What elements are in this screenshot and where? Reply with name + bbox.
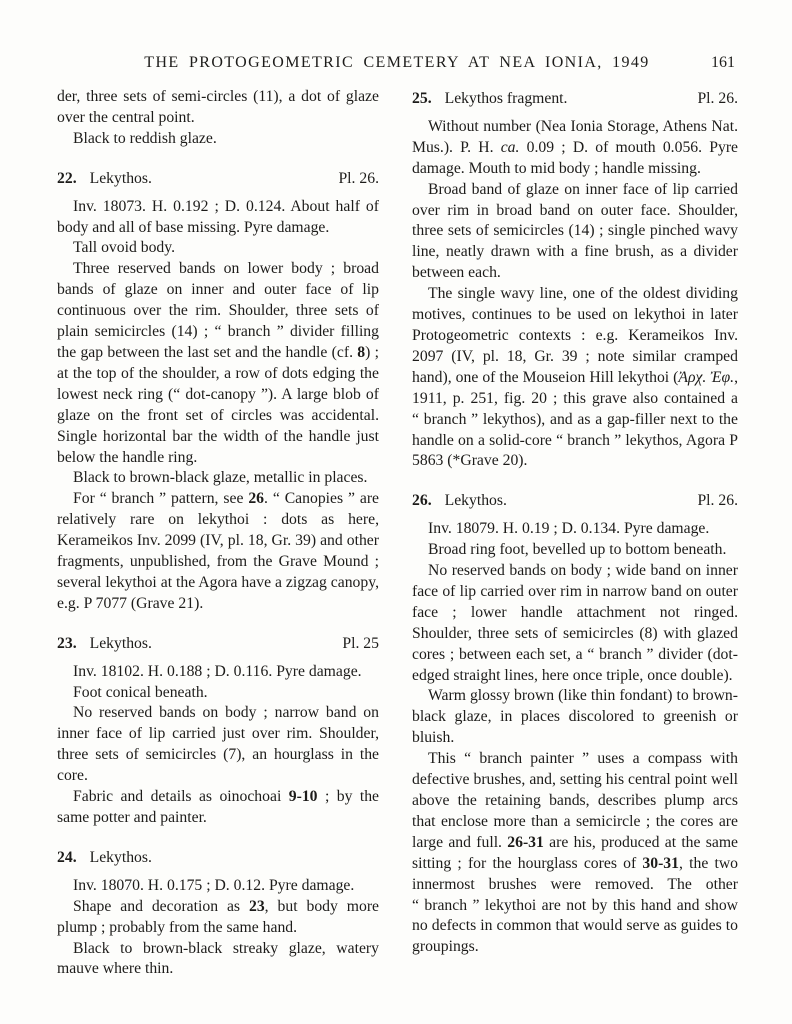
entry-title: Lekythos. — [89, 848, 152, 866]
text-run: der, three sets of semi-circles (11), a dot of glaze over the central point. — [57, 88, 379, 126]
text-run: Inv. 18073. H. 0.192 ; D. 0.124. About half of body and all of base missing. Pyre damage. — [57, 197, 379, 236]
text-run: Foot conical beneath. — [73, 683, 208, 701]
text-run: Shape and decoration as — [73, 897, 249, 915]
text-run: The single wavy line, one of the oldest dividing motives, continues to be used on lekythoi in later Protogeometric contexts : e.g. Kerameikos Inv. 2097 (IV, pl. 18, Gr. 39 ; note similar cramped hand), one of the Mouseion Hill lekythoi ( — [412, 285, 738, 386]
text-run: Warm glossy brown (like thin fondant) to brown-black glaze, in places discolored to greenish or bluish. — [412, 687, 738, 747]
bold-run: 26 — [248, 490, 265, 508]
text-run: Inv. 18102. H. 0.188 ; D. 0.116. Pyre damage. — [73, 662, 362, 680]
text-run: , but body more plump ; probably from the same hand. — [57, 897, 380, 936]
paragraph — [412, 749, 738, 958]
text-run: Black to brown-black streaky glaze, watery mauve where thin. — [57, 939, 379, 978]
page-header — [57, 54, 737, 76]
bold-run: 30-31 — [642, 854, 679, 872]
text-run: This “ branch painter ” uses a compass with defective brushes, and, setting his central point well above the retaining bands, describes plump arcs that enclose more than a semicircle ; the cores are large and full. — [412, 750, 738, 851]
plate-reference: Pl. 26. — [697, 90, 738, 107]
entry-26 — [412, 491, 738, 958]
italic-run: ca. — [500, 138, 520, 156]
entry-25 — [412, 89, 738, 472]
paragraph — [57, 468, 379, 489]
text-run: Without number (Nea Ionia Storage, Athens Nat. Mus.). P. H. — [412, 117, 738, 156]
entry-title: Lekythos. — [89, 634, 152, 652]
paragraph — [57, 876, 379, 897]
paragraph — [412, 540, 738, 561]
entry-number: 23. — [57, 634, 77, 652]
left-column — [57, 87, 379, 980]
plate-reference: Pl. 25 — [342, 634, 379, 652]
paragraph — [57, 259, 379, 468]
text-run: Three reserved bands on lower body ; broad bands of glaze on inner and outer face of lip continuous over the rim. Shoulder, three sets of plain semicircles (14) ; “ branch ” divider filling the gap between the last set and the handle (cf. — [57, 260, 379, 361]
entry-23 — [57, 634, 379, 829]
entry-heading — [57, 634, 379, 655]
paragraph — [57, 197, 379, 239]
paragraph — [57, 238, 379, 259]
paragraph — [412, 180, 738, 285]
paragraph — [57, 897, 379, 939]
italic-run: Ἀρχ. Ἐφ. — [678, 368, 735, 386]
entry-heading — [57, 848, 379, 869]
paragraph — [412, 117, 738, 180]
paragraph — [412, 284, 738, 472]
paragraph — [57, 662, 379, 683]
text-run: Inv. 18079. H. 0.19 ; D. 0.134. Pyre damage. — [428, 520, 710, 538]
bold-run: 26-31 — [507, 833, 544, 851]
paragraph — [57, 703, 379, 787]
text-run: Fabric and details as oinochoai — [73, 788, 289, 806]
plate-reference: Pl. 26. — [697, 492, 738, 510]
right-column — [412, 87, 738, 958]
entry-number: 25. — [412, 90, 432, 107]
text-run: No reserved bands on body ; wide band on inner face of lip carried over rim in narrow band on outer face ; lower handle attachment not ringed. Shoulder, three sets of semicircles (8) with glazed cores ; between each set, a “ branch ” divider (dot-edged straight lines, here once triple, once double). — [412, 562, 738, 684]
entry-heading — [412, 491, 738, 512]
text-run: 0.09 ; D. of mouth 0.056. Pyre damage. Mouth to mid body ; handle missing. — [412, 138, 739, 177]
text-run: Broad ring foot, bevelled up to bottom beneath. — [428, 541, 727, 559]
text-run: , the two innermost brushes were removed. The other “ branch ” lekythoi are not by this hand and show no defects in common that would serve as guides to groupings. — [412, 854, 738, 956]
text-run: are his, produced at the same sitting ; for the hourglass cores of — [412, 833, 738, 872]
entry-number: 26. — [412, 492, 432, 510]
text-run: No reserved bands on body ; narrow band on inner face of lip carried just over rim. Shoulder, three sets of semicircles (7), an hourglass in the core. — [57, 704, 379, 785]
paragraph — [412, 686, 738, 749]
plate-reference: Pl. 26. — [338, 169, 379, 187]
text-run: . “ Canopies ” are relatively rare on lekythoi : dots as here, Kerameikos Inv. 2099 (IV, pl. 18, Gr. 39) and other fragments, unpublished, from the Grave Mound ; several lekythoi at the Agora have a zigzag canopy, e.g. P 7077 (Grave 21). — [57, 490, 380, 612]
page-number: 161 — [711, 54, 735, 71]
entry-number: 24. — [57, 848, 77, 866]
text-run: Inv. 18070. H. 0.175 ; D. 0.12. Pyre damage. — [73, 876, 355, 894]
paragraph — [57, 787, 379, 829]
entry-heading — [412, 89, 738, 110]
text-run: ) ; at the top of the shoulder, a row of dots edging the lowest neck ring (“ dot-canopy ”). A large blob of glaze on the front set of circles was accidental. Single horizontal bar the width of the handle just below the handle ring. — [57, 343, 379, 466]
entry-title: Lekythos fragment. — [444, 90, 568, 107]
text-run: For “ branch ” pattern, see — [73, 490, 249, 508]
entry-heading — [57, 169, 379, 190]
text-run: Tall ovoid body. — [73, 239, 176, 257]
text-run: Black to brown-black glaze, metallic in places. — [73, 469, 368, 487]
text-run: Black to reddish glaze. — [73, 129, 217, 147]
text-run: ; by the same potter and painter. — [57, 788, 380, 826]
paragraph — [412, 519, 738, 540]
bold-run: 8 — [357, 343, 366, 361]
text-run: , 1911, p. 251, fig. 20 ; this grave also contained a “ branch ” lekythos), and as a gap-filler next to the handle on a solid-core “ branch ” lekythos, Agora P 5863 (*Grave 20). — [412, 368, 738, 470]
running-head: THE PROTOGEOMETRIC CEMETERY AT NEA IONIA, 1949 — [144, 54, 650, 71]
entry-number: 22. — [57, 169, 77, 187]
paragraph — [57, 939, 379, 981]
text-run: Broad band of glaze on inner face of lip carried over rim in broad band on outer face. Shoulder, three sets of semicircles (14) ; single pinched wavy line, neatly drawn with a fine brush, as a divider between each. — [412, 180, 738, 282]
entry-title: Lekythos. — [444, 492, 507, 510]
bold-run: 9-10 — [288, 788, 318, 806]
paragraph — [57, 683, 379, 704]
paragraph — [57, 489, 379, 614]
continued-paragraph — [57, 87, 379, 129]
entry-title: Lekythos. — [89, 169, 152, 187]
entry-22 — [57, 169, 379, 615]
paragraph — [412, 561, 738, 686]
entry-24 — [57, 848, 379, 980]
bold-run: 23 — [248, 897, 265, 915]
continued-paragraph — [57, 129, 379, 150]
